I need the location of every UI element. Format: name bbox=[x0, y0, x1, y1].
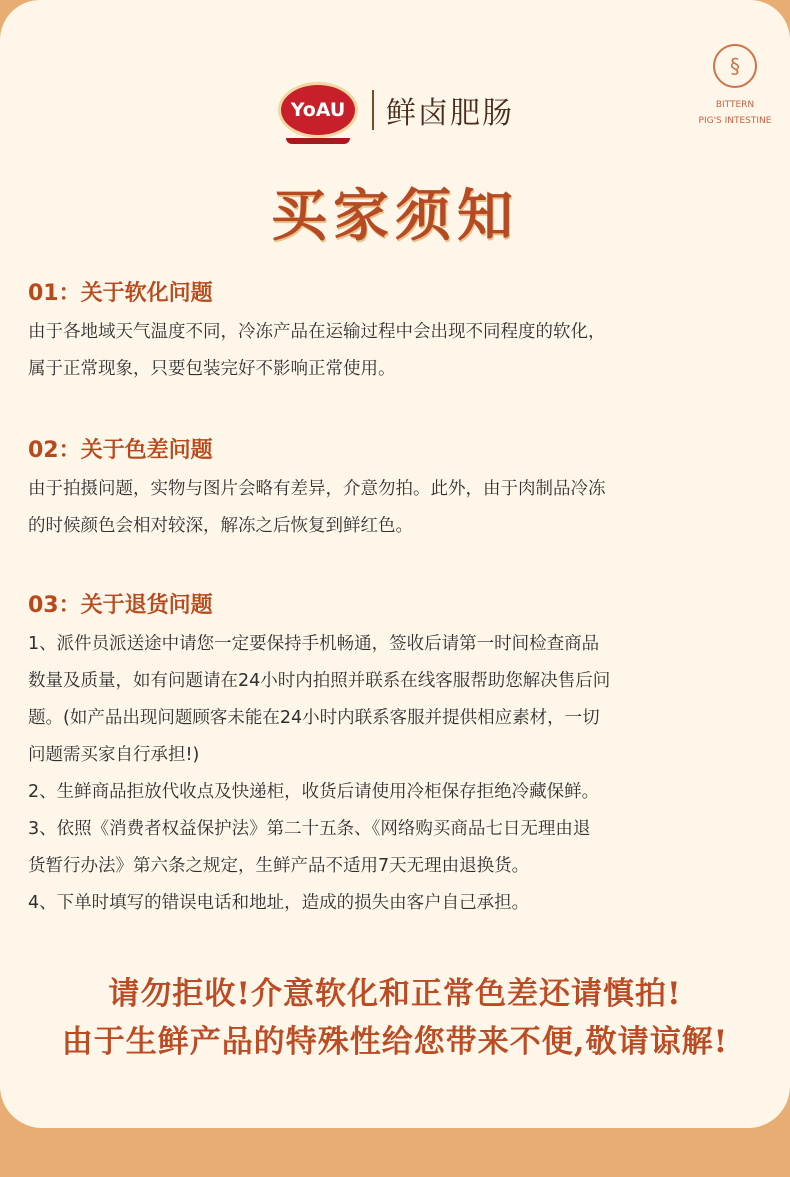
section-text-line: 1、派件员派送途中请您一定要保持手机畅通，签收后请第一时间检查商品 bbox=[28, 634, 600, 654]
section-text-line: 的时候颜色会相对较深，解冻之后恢复到鲜红色。 bbox=[28, 516, 413, 536]
section-text-line: 货暂行办法》第六条之规定，生鲜产品不适用7天无理由退换货。 bbox=[28, 856, 530, 876]
section-heading: 03：关于退货问题 bbox=[28, 593, 213, 618]
product-emblem bbox=[690, 44, 780, 129]
section-softening bbox=[28, 274, 768, 388]
section-text-line: 4、下单时填写的错误电话和地址，造成的损失由客户自己承担。 bbox=[28, 893, 530, 913]
section-text-line: 3、依照《消费者权益保护法》第二十五条、《网络购买商品七日无理由退 bbox=[28, 819, 591, 839]
section-text-line: 2、生鲜商品拒放代收点及快递柜，收货后请使用冷柜保存拒绝冷藏保鲜。 bbox=[28, 782, 600, 802]
section-text-line: 问题需买家自行承担!) bbox=[28, 745, 200, 765]
section-text-line: 数量及质量，如有问题请在24小时内拍照并联系在线客服帮助您解决售后问 bbox=[28, 671, 611, 691]
brand-divider bbox=[372, 90, 374, 130]
section-color-difference bbox=[28, 431, 768, 545]
section-text-line: 由于各地域天气温度不同，冷冻产品在运输过程中会出现不同程度的软化， bbox=[28, 322, 606, 342]
page-title: 买家须知 bbox=[271, 183, 519, 249]
section-text-line: 属于正常现象，只要包装完好不影响正常使用。 bbox=[28, 359, 396, 379]
section-text-line: 由于拍摄问题，实物与图片会略有差异，介意勿拍。此外，由于肉制品冷冻 bbox=[28, 479, 606, 499]
brand-name: 鲜卤肥肠 bbox=[386, 96, 514, 131]
section-returns bbox=[28, 586, 768, 922]
section-text-line: 题。(如产品出现问题顾客未能在24小时内联系客服并提供相应素材，一切 bbox=[28, 708, 600, 728]
section-heading: 02：关于色差问题 bbox=[28, 438, 213, 463]
intestine-icon: § bbox=[713, 44, 757, 88]
brand-logo bbox=[278, 82, 358, 138]
slogan-line-1: 请勿拒收!介意软化和正常色差还请慎拍! bbox=[108, 976, 682, 1012]
card-corner bbox=[0, 0, 40, 40]
brand-header bbox=[278, 82, 514, 138]
emblem-text-2: PIG'S INTESTINE bbox=[698, 116, 772, 126]
section-heading: 01：关于软化问题 bbox=[28, 281, 213, 306]
emblem-text-1: BITTERN bbox=[715, 100, 755, 110]
brand-logo-badge: YoAU bbox=[278, 82, 358, 138]
card-corner bbox=[750, 0, 790, 40]
slogan-line-2: 由于生鲜产品的特殊性给您带来不便,敬请谅解! bbox=[61, 1024, 729, 1060]
